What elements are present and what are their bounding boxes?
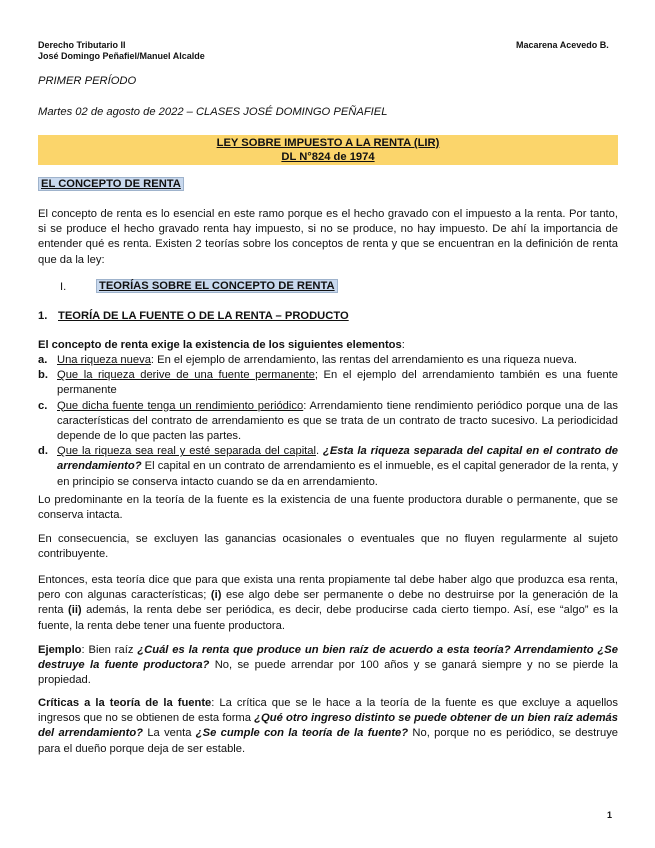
criticas-question-2: ¿Se cumple con la teoría de la fuente? xyxy=(195,727,409,740)
requirements-intro xyxy=(38,338,618,353)
criticas-part-c: No, porque no es periódico, se destruye para el dueño porque deja de ser estable. xyxy=(38,727,619,755)
list-item-text: : Arrendamiento tiene rendimiento periódico porque una de las características del contrato de arrendamiento es que se trata de un contrato de tracto sucesivo. La periodicidad depende de lo que pacten las partes. xyxy=(57,399,618,443)
paragraph-ejemplo xyxy=(38,643,618,689)
ejemplo-question: ¿Cuál es la renta que produce un bien raíz de acuerdo a esta teoría? Arrendamiento ¿Se destruye la fuente productora? xyxy=(38,644,618,672)
entonces-marker-ii: (ii) xyxy=(67,604,82,617)
section-title-text: EL CONCEPTO DE RENTA xyxy=(38,177,184,191)
list-item xyxy=(38,368,618,398)
paragraph-predominante: Lo predominante en la teoría de la fuente es la existencia de una fuente productora durable o permanente, que se conserva intacta. xyxy=(38,494,618,522)
banner-line2: DL N°824 de 1974 xyxy=(281,151,375,163)
list-item xyxy=(38,444,618,490)
list-marker: d. xyxy=(38,445,48,458)
intro-paragraph: El concepto de renta es lo esencial en este ramo porque es el hecho gravado con el impuesto a la renta. Por tanto, si se produce el hecho gravado renta hay impuesto, si no se produce, no hay impuesto. De ahí la importancia de entender qué es renta. Existen 2 teorías sobre los conceptos de renta y que se encuentran en la definición de renta que da la ley: xyxy=(38,208,618,266)
criticas-label: Críticas a la teoría de la fuente xyxy=(38,697,212,709)
ejemplo-label: Ejemplo xyxy=(38,644,82,656)
list-item-text-2: El capital en un contrato de arrendamiento es el inmueble, es el capital generador de la renta, y en principio se conserva intacto cuando se da en arrendamiento. xyxy=(57,460,618,488)
list-marker: c. xyxy=(38,399,48,412)
paragraph-entonces xyxy=(38,573,618,634)
banner-line1: LEY SOBRE IMPUESTO A LA RENTA (LIR) xyxy=(216,137,440,149)
roman-heading xyxy=(96,280,338,292)
header-course: Derecho Tributario II xyxy=(38,40,126,50)
page-number: 1 xyxy=(607,810,613,820)
period-title: PRIMER PERÍODO xyxy=(38,75,137,87)
class-date: Martes 02 de agosto de 2022 – CLASES JOSÉ DOMINGO PEÑAFIEL xyxy=(38,106,388,118)
roman-heading-marker: I. xyxy=(60,281,67,293)
list-item-underlined: Que la riqueza sea real y esté separada del capital xyxy=(57,445,316,458)
requirements-list xyxy=(38,353,618,490)
heading-1-text: TEORÍA DE LA FUENTE O DE LA RENTA – PRODUCTO xyxy=(58,310,349,322)
list-item-underlined: Que dicha fuente tenga un rendimiento periódico xyxy=(57,399,304,412)
list-item-text: : En el ejemplo de arrendamiento, las rentas del arrendamiento es una riqueza nueva. xyxy=(150,354,577,366)
list-item xyxy=(38,399,618,445)
criticas-question-1: ¿Qué otro ingreso distinto se puede obtener de un bien raíz además del arrendamiento? xyxy=(38,712,618,740)
roman-heading-text: TEORÍAS SOBRE EL CONCEPTO DE RENTA xyxy=(96,279,338,293)
criticas-part-a: : La crítica que se le hace a la teoría de la fuente es que excluye a aquellos ingresos que no se obtienen de esta forma xyxy=(38,697,618,725)
requirements-intro-tail: : xyxy=(401,339,405,351)
entonces-part-a: Entonces, esta teoría dice que para que exista una renta propiamente tal debe haber algo que produzca esa renta, pero con algunas características; xyxy=(38,574,618,602)
criticas-part-b: La venta xyxy=(143,727,196,740)
list-marker: b. xyxy=(38,369,48,382)
entonces-part-c: además, la renta debe ser periódica, es decir, debe producirse cada cierto tiempo. Así, ese “algo” es la fuente, la renta debe tener una fuente productora. xyxy=(38,604,618,632)
list-marker: a. xyxy=(38,354,48,366)
list-item-underlined: Una riqueza nueva xyxy=(57,354,151,366)
header-author: Macarena Acevedo B. xyxy=(516,40,609,50)
heading-1-marker: 1. xyxy=(38,310,48,322)
paragraph-consecuencia: En consecuencia, se excluyen las ganancias ocasionales o eventuales que no fluyen regularmente al sujeto contribuyente. xyxy=(38,533,618,561)
entonces-marker-i: (i) xyxy=(210,589,222,602)
list-item-question: ¿Esta la riqueza separada del capital en el contrato de arrendamiento? xyxy=(57,445,619,473)
list-item-underlined: Que la riqueza derive de una fuente permanente xyxy=(57,369,315,382)
entonces-part-b: ese algo debe ser permanente o debe no destruirse por la generación de la renta xyxy=(38,589,618,617)
list-item xyxy=(38,353,618,368)
list-item-text: . xyxy=(316,445,320,458)
list-item-text: ; En el ejemplo del arrendamiento también es una fuente permanente xyxy=(57,369,618,397)
ejemplo-part-a: : Bien raíz xyxy=(81,644,138,656)
law-banner xyxy=(38,135,618,165)
header-professors: José Domingo Peñafiel/Manuel Alcalde xyxy=(38,51,205,61)
paragraph-criticas xyxy=(38,696,618,757)
section-title xyxy=(38,178,184,190)
ejemplo-part-b: No, se puede arrendar por 100 años y se ganará siempre y no se pierde la propiedad. xyxy=(38,659,618,687)
requirements-intro-bold: El concepto de renta exige la existencia de los siguientes elementos xyxy=(38,339,402,351)
